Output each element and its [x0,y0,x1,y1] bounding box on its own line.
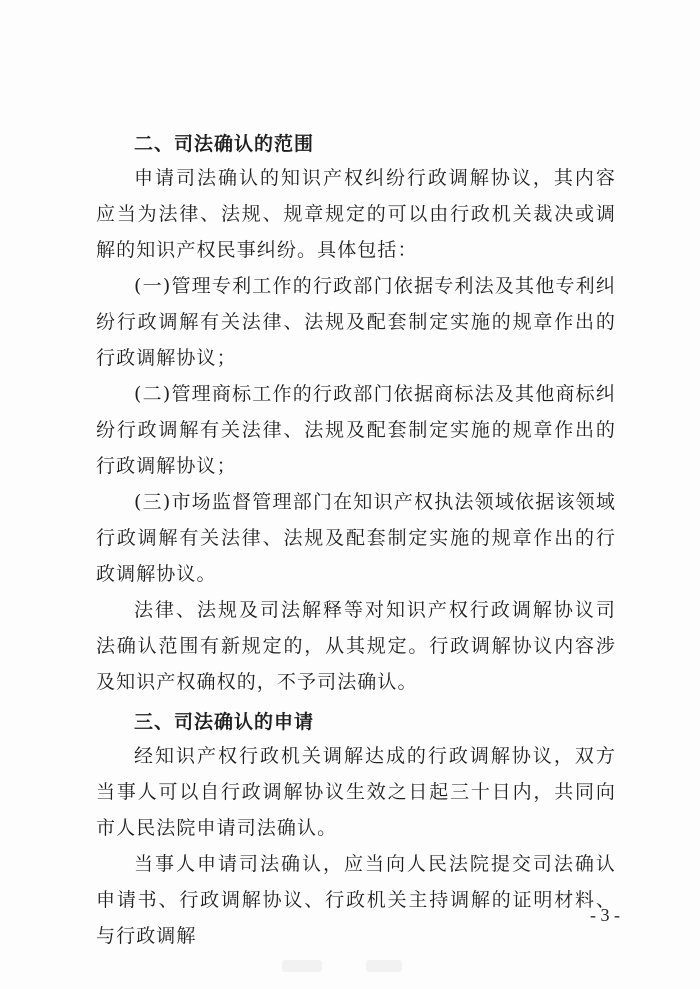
paragraph-scope-item-2: (二)管理商标工作的行政部门依据商标法及其他商标纠纷行政调解有关法律、法规及配套制定实施的规章作出的行政调解协议； [96,383,616,477]
section-heading-scope: 二、司法确认的范围 [134,133,315,155]
paragraph-scope-item-1: (一)管理专利工作的行政部门依据专利法及其他专利纠纷行政调解有关法律、法规及配套制定实施的规章作出的行政调解协议； [96,275,616,369]
page-number: - 3 - [590,905,620,925]
paragraph-scope-item-3: (三)市场监督管理部门在知识产权执法领域依据该领域行政调解有关法律、法规及配套制定实施的规章作出的行政调解协议。 [96,491,616,585]
document-body [96,128,616,954]
section-heading-application: 三、司法确认的申请 [134,711,315,733]
paragraph-application-1: 经知识产权行政机关调解达成的行政调解协议，双方当事人可以自行政调解协议生效之日起三十日内，共同向市人民法院申请司法确认。 [96,745,616,839]
paragraph-scope-note: 法律、法规及司法解释等对知识产权行政调解协议司法确认范围有新规定的，从其规定。行政调解协议内容涉及知识产权确权的，不予司法确认。 [96,599,616,693]
paragraph-application-2: 当事人申请司法确认，应当向人民法院提交司法确认申请书、行政调解协议、行政机关主持调解的证明材料、与行政调解 [96,853,616,947]
bleed-through-mark [366,960,402,972]
paragraph-scope-intro: 申请司法确认的知识产权纠纷行政调解协议，其内容应当为法律、法规、规章规定的可以由行政机关裁决或调解的知识产权民事纠纷。具体包括： [96,167,616,261]
bleed-through-mark [282,960,322,972]
